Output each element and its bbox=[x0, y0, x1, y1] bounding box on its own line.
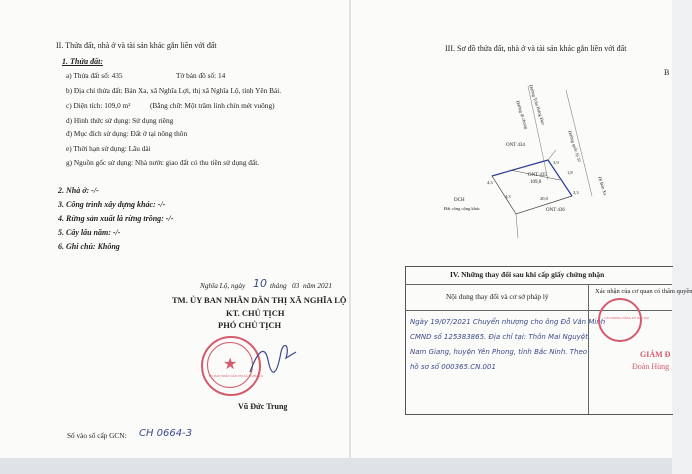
issue-month-label: tháng bbox=[270, 281, 287, 290]
dimension-label: 20,0 bbox=[540, 196, 548, 201]
other-construction-item: 3. Công trình xây dựng khác: -/- bbox=[58, 200, 166, 209]
parcel-area-words: (Bằng chữ: Một trăm linh chín mét vuông) bbox=[150, 101, 275, 110]
section-iii-title: III. Sơ đồ thửa đất, nhà ở và tài sản khác gắn liền với đất bbox=[445, 44, 627, 53]
confirm-name: Đoàn Hùng bbox=[632, 362, 670, 371]
use-form: d) Hình thức sử dụng: Sử dụng riêng bbox=[66, 116, 174, 125]
seal-star-icon: ★ bbox=[223, 354, 238, 373]
house-item: 2. Nhà ở: -/- bbox=[58, 186, 99, 195]
road-label-mid: Đường quốc lộ 32 bbox=[567, 130, 583, 163]
dimension-label: 1,8 bbox=[567, 170, 573, 175]
parcel-edge bbox=[516, 214, 518, 238]
issue-month: 03 bbox=[292, 281, 300, 290]
north-label: B bbox=[664, 68, 670, 77]
registration-office-seal bbox=[598, 298, 650, 342]
road-line-right bbox=[566, 90, 592, 196]
signer-kt: KT. CHỦ TỊCH bbox=[226, 308, 285, 318]
confirm-role: GIÁM Đ bbox=[640, 350, 671, 359]
parcel-edge-blue bbox=[548, 160, 572, 196]
parcel-address: b) Địa chỉ thửa đất: Bản Xa, xã Nghĩa Lợi, thị xã Nghĩa Lộ, tỉnh Yên Bái. bbox=[66, 86, 282, 95]
confirm-column-header: Xác nhận của cơ quan có thẩm quyền bbox=[595, 288, 692, 295]
forest-item: 4. Rừng sản xuất là rừng trồng: -/- bbox=[58, 214, 174, 223]
change-entry-line: hồ sơ số 000365.CN.001 bbox=[410, 363, 496, 371]
dimension-label: 4,3 bbox=[487, 180, 493, 185]
seal-text: ỦY BAN NHÂN DÂN THỊ XÃ NGHĨA LỘ bbox=[209, 374, 263, 378]
use-origin: g) Nguồn gốc sử dụng: Nhà nước giao đất có thu tiền sử dụng đất. bbox=[66, 158, 260, 167]
dimension-label: 3,9 bbox=[553, 160, 559, 165]
change-entry-line: CMND số 125383865. Địa chỉ tại: Thôn Mai Nguyệt, bbox=[410, 333, 591, 341]
changes-column-header: Nội dung thay đổi và cơ sở pháp lý bbox=[446, 292, 549, 301]
change-entry-line: Ngày 19/07/2021 Chuyển nhượng cho ông Đỗ Văn Minh bbox=[410, 318, 606, 326]
section-ii-title: II. Thửa đất, nhà ở và tài sản khác gắn liền với đất bbox=[56, 41, 217, 50]
dimension-label: 3,3 bbox=[573, 190, 579, 195]
dimension-label: 4,3 bbox=[505, 194, 511, 199]
parcel-number: a) Thửa đất số: 435 bbox=[66, 71, 123, 80]
parcel-edge bbox=[548, 150, 556, 160]
road-label-right: Đi Bản Xa bbox=[597, 176, 608, 196]
registration-seal-text: VĂN PHÒNG ĐĂNG KÝ ĐẤT ĐAI bbox=[604, 316, 650, 320]
table-divider bbox=[405, 284, 672, 285]
dch-note: Đất công cộng khác bbox=[444, 206, 480, 211]
neighbor-parcel-436: ONT 436 bbox=[546, 208, 565, 213]
road-label-top: Đường Trần Hưng Đạo bbox=[528, 84, 546, 126]
road-label-side: Đường đi chung bbox=[515, 100, 530, 130]
registry-label: Số vào sổ cấp GCN: bbox=[67, 431, 127, 440]
issue-day: 10 bbox=[253, 277, 267, 290]
issue-date-prefix: Nghĩa Lộ, ngày bbox=[200, 281, 246, 290]
registry-number: CH 0664-3 bbox=[139, 428, 193, 439]
use-term: e) Thời hạn sử dụng: Lâu dài bbox=[66, 144, 151, 153]
parcel-heading: 1. Thửa đất: bbox=[62, 57, 104, 66]
neighbor-parcel-434: ONT 434 bbox=[506, 143, 525, 148]
issue-year: năm 2021 bbox=[303, 281, 332, 290]
change-entry-line: Nam Giang, huyện Yên Phong, tỉnh Bắc Ninh. Theo bbox=[410, 348, 588, 356]
parcel-area: c) Diện tích: 109,0 m² bbox=[66, 101, 131, 110]
dch-label: DCH bbox=[454, 198, 465, 203]
signer-role: PHÓ CHỦ TỊCH bbox=[218, 320, 282, 330]
signer-organization: TM. ỦY BAN NHÂN DÂN THỊ XÃ NGHĨA LỘ bbox=[172, 295, 347, 305]
note-item: 6. Ghi chú: Không bbox=[58, 242, 120, 251]
perennial-trees-item: 5. Cây lâu năm: -/- bbox=[58, 228, 121, 237]
parcel-435-label: ONT 435 bbox=[528, 173, 547, 178]
table-divider bbox=[588, 284, 589, 414]
changes-table-title: IV. Những thay đổi sau khi cấp giấy chứng nhận bbox=[450, 270, 605, 279]
parcel-435-area: 109,0 bbox=[530, 180, 542, 185]
use-purpose: đ) Mục đích sử dụng: Đất ở tại nông thôn bbox=[66, 129, 188, 138]
map-sheet-number: Tờ bản đồ số: 14 bbox=[176, 71, 226, 80]
parcel-outline bbox=[492, 160, 572, 214]
signer-name: Vũ Đức Trung bbox=[238, 402, 288, 411]
